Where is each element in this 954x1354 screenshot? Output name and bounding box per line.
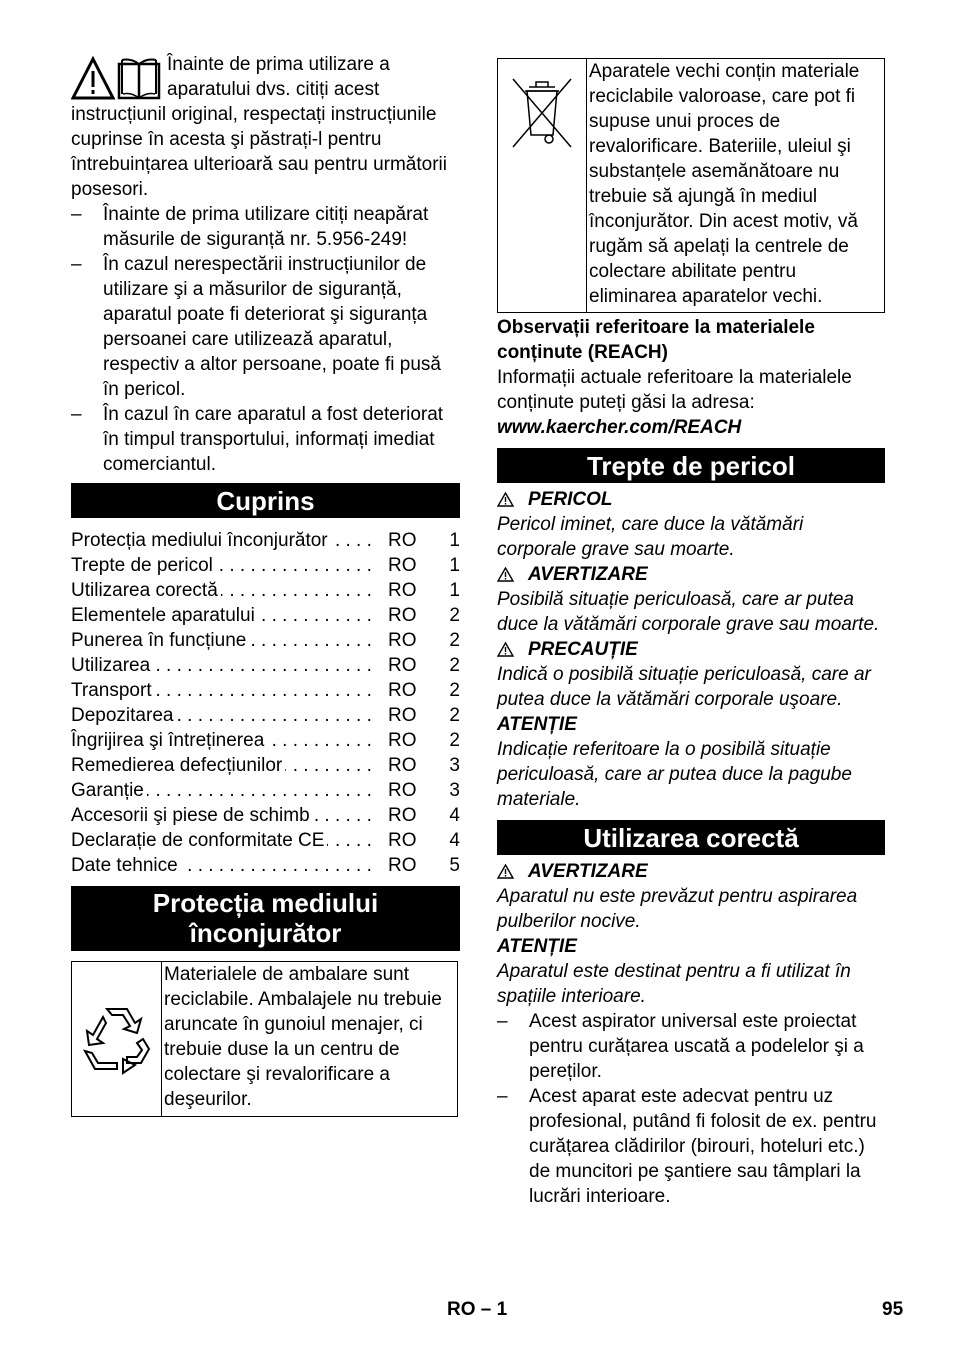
toc-lang: RO: [388, 680, 417, 701]
danger-level-label: PRECAUȚIE: [497, 637, 885, 662]
warning-triangle-icon: [497, 864, 514, 879]
warning-triangle-icon: [497, 642, 514, 657]
toc-row[interactable]: [71, 628, 460, 653]
bin-icon-cell: [498, 59, 587, 312]
toc-title: Trepte de pericol . . .: [71, 553, 376, 578]
warning-triangle-icon: [497, 567, 514, 582]
toc-row[interactable]: [71, 778, 460, 803]
toc-lang: RO: [388, 705, 417, 726]
footer-page-number: 95: [882, 1299, 904, 1320]
danger-level-text: Indică o posibilă situație periculoasă, care ar putea duce la vătămări corporale uşoare.: [497, 664, 871, 710]
proper-use-attention-text: Aparatul este destinat pentru a fi utilizat în spațiile interioare.: [497, 961, 851, 1007]
toc-lang: RO: [388, 730, 417, 751]
toc-lang: RO: [388, 655, 417, 676]
toc-page: 3: [449, 755, 460, 776]
danger-levels-list: [497, 487, 885, 812]
reach-text: Informații actuale referitoare la materialele conținute puteți găsi la adresa:: [497, 367, 852, 413]
toc-page: 5: [449, 855, 460, 876]
toc-title: Transport . . .: [71, 678, 376, 703]
toc-page: 2: [449, 680, 460, 701]
old-devices-box: [497, 58, 885, 313]
crossed-bin-icon: [509, 73, 575, 153]
toc-lang: RO: [388, 780, 417, 801]
toc-page: 2: [449, 705, 460, 726]
danger-level-text: Pericol iminet, care duce la vătămări corporale grave sau moarte.: [497, 514, 804, 560]
danger-level-text: Indicație referitoare la o posibilă situație periculoasă, care ar putea duce la pagube materiale.: [497, 739, 852, 810]
toc-title: Depozitarea . . .: [71, 703, 376, 728]
intro-paragraph: Înainte de prima utilizare a aparatului dvs. citiți acest instrucțiunil original, respectați instrucțiunile cuprinse în acesta şi păstrați-l pentru întrebuințarea ulterioară sau pentru următorii posesori.: [71, 54, 447, 200]
toc-row[interactable]: [71, 703, 460, 728]
recycle-icon: [79, 1003, 155, 1075]
toc-row[interactable]: [71, 678, 460, 703]
footer-section-label: RO – 1: [447, 1299, 508, 1320]
toc-page: 1: [449, 530, 460, 551]
toc-row[interactable]: [71, 803, 460, 828]
old-devices-text: Aparatele vechi conțin materiale reciclabile valoroase, care pot fi supuse unui proces de revalorificare. Bateriile, uleiul şi substanțele asemănătoare nu trebuie să ajungă în mediul înconjurător. Din acest motiv, vă rugăm să apelați la centrele de colectare abilitate pentru eliminarea aparatelor vechi.: [589, 61, 860, 307]
toc-title: Punerea în funcțiune . . .: [71, 628, 376, 653]
left-column: [71, 52, 460, 1117]
warning-triangle-icon: [497, 492, 514, 507]
danger-level-label: AVERTIZARE: [497, 562, 885, 587]
intro-section: [71, 52, 460, 477]
toc-title: Remedierea defecțiunilor . . .: [71, 753, 376, 778]
environment-heading: Protecția mediului înconjurător: [71, 886, 460, 951]
toc-row[interactable]: [71, 578, 460, 603]
proper-use-warning-text: Aparatul nu este prevăzut pentru aspirarea pulberilor nocive.: [497, 886, 858, 932]
toc-lang: RO: [388, 555, 417, 576]
recycle-icon-cell: [72, 962, 162, 1116]
toc-lang: RO: [388, 830, 417, 851]
toc-title: Utilizarea corectă . . .: [71, 578, 376, 603]
toc-heading: Cuprins: [71, 483, 460, 518]
danger-level-text: Posibilă situație periculoasă, care ar putea duce la vătămări corporale grave sau moarte.: [497, 589, 880, 635]
toc-page: 4: [449, 805, 460, 826]
toc-title: Utilizarea . . .: [71, 653, 376, 678]
warning-manual-icon: [71, 56, 161, 102]
toc-title: Garanție . . .: [71, 778, 376, 803]
toc-row[interactable]: [71, 828, 460, 853]
toc-row[interactable]: [71, 653, 460, 678]
toc-title: Date tehnice . . .: [71, 853, 376, 878]
toc-lang: RO: [388, 755, 417, 776]
toc-lang: RO: [388, 580, 417, 601]
proper-use-item: – Acest aspirator universal este proiectat pentru curățarea uscată a podelelor şi a pereților.: [497, 1011, 864, 1082]
toc-lang: RO: [388, 630, 417, 651]
toc-row[interactable]: [71, 753, 460, 778]
proper-use-attention-label: ATENȚIE: [497, 936, 577, 957]
proper-use-heading: Utilizarea corectă: [497, 820, 885, 855]
toc-title: Declarație de conformitate CE . . .: [71, 828, 376, 853]
proper-use-warning-label: AVERTIZARE: [497, 859, 885, 884]
toc-page: 4: [449, 830, 460, 851]
toc-title: Îngrijirea şi întreținerea . . .: [71, 728, 376, 753]
intro-item: – Înainte de prima utilizare citiți neapărat măsurile de siguranță nr. 5.956-249!: [71, 204, 429, 250]
toc-page: 1: [449, 555, 460, 576]
danger-level-label: PERICOL: [497, 487, 885, 512]
intro-item: – În cazul în care aparatul a fost deteriorat în timpul transportului, informați imediat comerciantul.: [71, 404, 444, 475]
right-column: [497, 58, 885, 1209]
toc-row[interactable]: [71, 728, 460, 753]
toc-title: Accesorii şi piese de schimb . . .: [71, 803, 376, 828]
toc-lang: RO: [388, 805, 417, 826]
toc-page: 2: [449, 730, 460, 751]
toc-title: Elementele aparatului . . .: [71, 603, 376, 628]
danger-level-label: ATENȚIE: [497, 714, 577, 735]
toc-lang: RO: [388, 530, 417, 551]
packaging-box: [71, 961, 458, 1117]
toc-page: 2: [449, 605, 460, 626]
packaging-text: Materialele de ambalare sunt reciclabile. Ambalajele nu trebuie aruncate în gunoiul menajer, ci trebuie duse la un centru de colectare şi revalorificare a deşeurilor.: [164, 964, 442, 1110]
toc-row[interactable]: [71, 528, 460, 553]
toc-page: 3: [449, 780, 460, 801]
proper-use-item: – Acest aparat este adecvat pentru uz profesional, putând fi folosit de ex. pentru curățarea clădirilor (birouri, hoteluri etc.) de muncitori pe şantiere sau tâmplari la lucrări interioare.: [497, 1086, 877, 1207]
intro-item: – În cazul nerespectării instrucțiunilor de utilizare şi a măsurilor de siguranță, aparatul poate fi deteriorat şi siguranța persoanei care utilizează aparatul, respectiv a altor persoane, poate fi pusă în pericol.: [71, 254, 441, 400]
toc-page: 1: [449, 580, 460, 601]
danger-levels-heading: Trepte de pericol: [497, 448, 885, 483]
toc-list: [71, 528, 460, 878]
toc-title: Protecția mediului înconjurător . . .: [71, 528, 376, 553]
toc-page: 2: [449, 655, 460, 676]
toc-lang: RO: [388, 605, 417, 626]
reach-title: Observații referitoare la materialele conținute (REACH): [497, 317, 815, 363]
toc-lang: RO: [388, 855, 417, 876]
toc-row[interactable]: [71, 553, 460, 578]
toc-row[interactable]: [71, 603, 460, 628]
reach-link[interactable]: www.kaercher.com/REACH: [497, 417, 742, 438]
toc-row[interactable]: [71, 853, 460, 878]
toc-page: 2: [449, 630, 460, 651]
